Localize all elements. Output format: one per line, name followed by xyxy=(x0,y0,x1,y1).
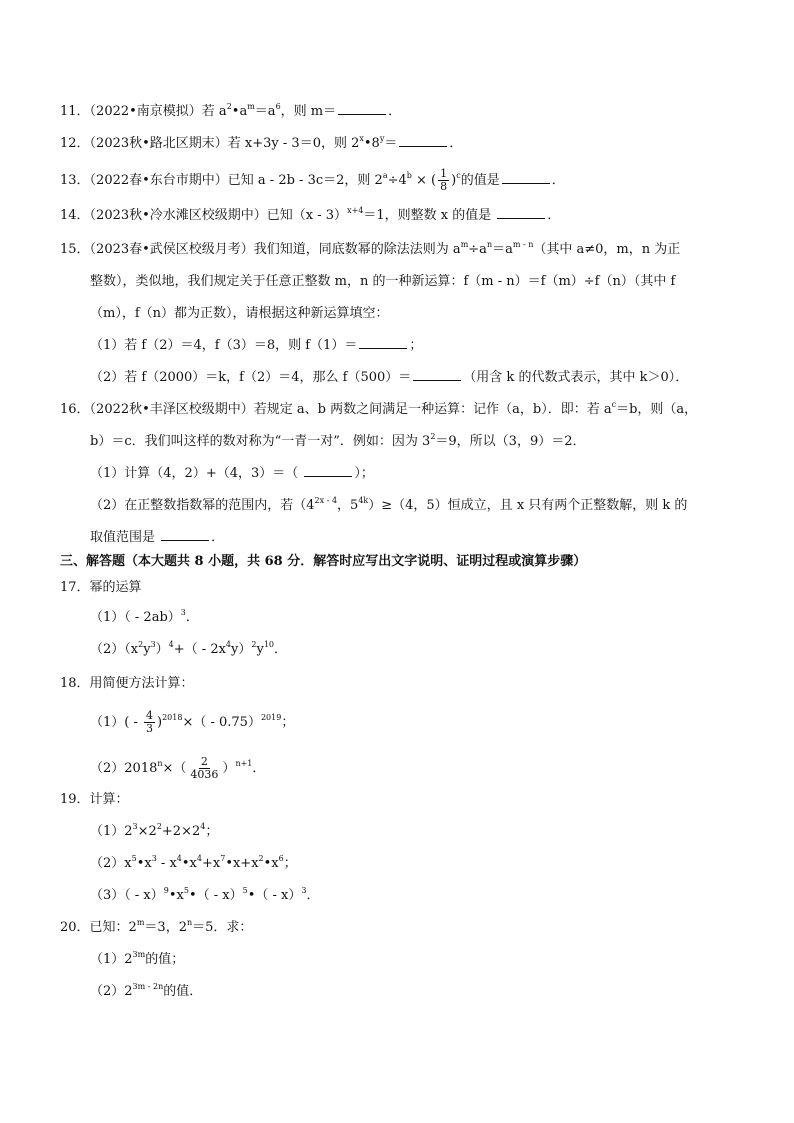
section-3-heading: 三、解答题（本大题共 8 小题，共 68 分．解答时应写出文字说明、证明过程或演算步骤） xyxy=(60,554,587,569)
answer-blank[interactable] xyxy=(497,206,545,219)
fraction: $\frac{1}{8}$ xyxy=(440,167,448,193)
question-18-title: 18．用简便方法计算： xyxy=(60,676,194,691)
fraction: $\frac{2}{4036}$ xyxy=(190,755,219,781)
question-19-part2: $(2)x^5•x^3$ - $x^4•x^4+x^7•x+x^2•x^6$； xyxy=(90,854,297,871)
question-14: 14．（2023秋•冷水滩区校级期中）已知（x - 3）$^{x+4}$＝1，则整数 x 的值是 ． xyxy=(60,206,561,223)
question-15-line1: 15．（2023春•武侯区校级月考）我们知道，同底数幂的除法法则为 $a^m\div a^n=a^{m - n}$（其中 a≠0，m，n 为正 xyxy=(60,240,681,257)
answer-blank[interactable] xyxy=(502,171,550,184)
question-18-part1: （1）( - $\frac{4}{3}$ )$^{2018}$×（ - 0.75）$^{2019}$； xyxy=(90,709,295,735)
answer-blank[interactable] xyxy=(338,102,386,115)
question-16-line1: 16．（2022秋•丰泽区校级期中）若规定 a、b 两数之间满足一种运算：记作（a，b）．即：若 $a^c=b$，则（a， xyxy=(60,400,698,417)
question-16-part2: （2）在正整数指数幂的范围内，若（$4^{2x - 4}$，$5^{4k})\ge(4$，5）恒成立，且 x 只有两个正整数解，则 k 的 xyxy=(90,496,688,513)
question-19-part1: $(1)2^3\times 2^2+2\times 2^4$； xyxy=(90,822,219,839)
question-19-title: 19．计算： xyxy=(60,792,129,807)
question-17-part2: $(2)(x^2y^3)^4+( - 2x^4y)^2y^{10}$． xyxy=(90,640,288,657)
question-15-line3: （m），f（n）都为正数），请根据这种新运算填空： xyxy=(90,306,389,321)
answer-blank[interactable] xyxy=(304,464,352,477)
fraction: $\frac{4}{3}$ xyxy=(146,709,154,735)
question-15-part2: （2）若 f（2000）＝k，f（2）＝4，那么 f（500）＝ （用含 k 的代数式表示，其中 k＞0）． xyxy=(90,370,689,385)
question-20-part1: $(1)2^{3m}$的值； xyxy=(90,950,185,967)
question-13: 13．（2022春•东台市期中）已知 a - 2b - 3c＝2，则 $2^a\div 4^b$ × ( $\frac{1}{8}$ )$^c$的值是 ． xyxy=(60,167,565,193)
question-15-line2: 整数），类似地，我们规定关于任意正整数 m，n 的一种新运算：f（m - n）＝f（m）÷f（n）（其中 f xyxy=(90,274,676,289)
answer-blank[interactable] xyxy=(413,368,461,381)
question-15-part1: （1）若 f（2）＝4，f（3）＝8，则 f（1）＝ ； xyxy=(90,338,423,353)
question-16-part3: 取值范围是 ． xyxy=(90,530,225,545)
question-12: 12．（2023秋•路北区期末）若 x+3y - 3＝0，则 $2^x•8^y=$ ． xyxy=(60,134,463,151)
answer-blank[interactable] xyxy=(161,528,209,541)
question-17-title: 17．幂的运算 xyxy=(60,580,142,595)
question-16-line2: b）＝c．我们叫这样的数对称为“一青一对”．例如：因为 $3^2=9$，所以（3，9）＝2． xyxy=(90,432,586,449)
question-20-title: 20．已知：$2^m=3$，$2^n=5$．求： xyxy=(60,918,253,935)
question-16-part1: （1）计算（4，2）+（4，3）＝（ ）； xyxy=(90,466,374,481)
question-11: 11．（2022•南京模拟）若 $a^2•a^m=a^6$，则 m＝ ． xyxy=(60,102,402,119)
question-20-part2: $(2)2^{3m - 2n}$的值． xyxy=(90,982,203,999)
question-19-part3: $(3)( - x)^9•x^5•$（ - x）$^5$•（ - x）$^3$． xyxy=(90,886,320,903)
answer-blank[interactable] xyxy=(399,134,447,147)
question-17-part1: （1）（ - 2ab）$^3$． xyxy=(90,608,199,625)
answer-blank[interactable] xyxy=(359,336,407,349)
question-18-part2: $(2)2018^n\times$（ $\frac{2}{4036}$ ）$^{n+1}$． xyxy=(90,755,266,781)
